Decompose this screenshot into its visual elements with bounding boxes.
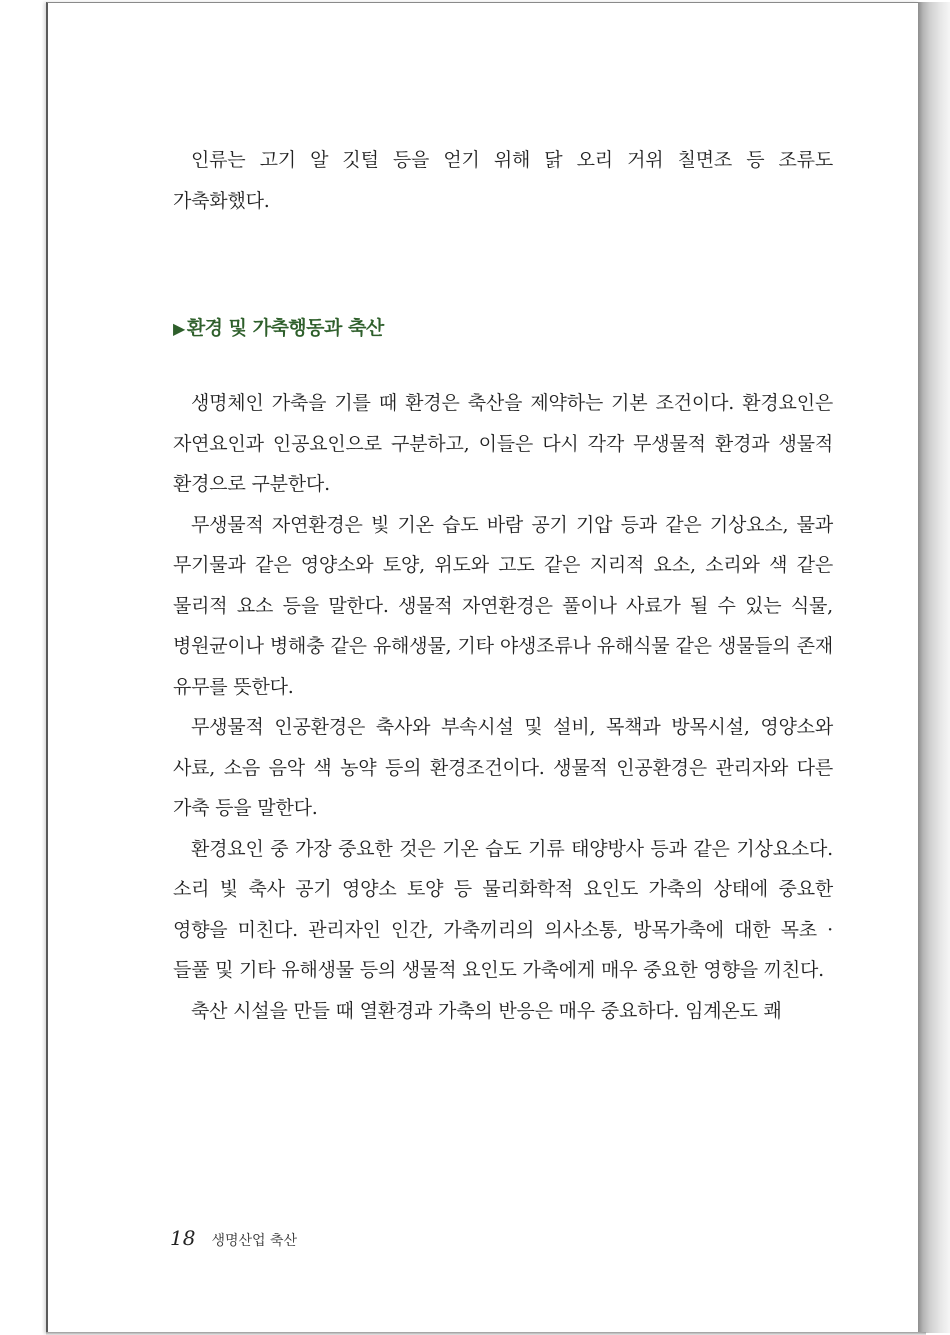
page-edge-shadow bbox=[918, 2, 950, 1333]
paragraph: 무생물적 인공환경은 축사와 부속시설 및 설비, 목책과 방목시설, 영양소와 사료, 소음 음악 색 농약 등의 환경조건이다. 생물적 인공환경은 관리자와 다른 가축 등을 말한다. bbox=[173, 716, 833, 819]
section-heading-text: 환경 및 가축행동과 축산 bbox=[186, 317, 384, 339]
intro-paragraph: 인류는 고기 알 깃털 등을 얻기 위해 닭 오리 거위 칠면조 등 조류도 가축화했다. bbox=[173, 149, 833, 212]
page-footer bbox=[170, 1226, 297, 1250]
paragraph: 환경요인 중 가장 중요한 것은 기온 습도 기류 태양방사 등과 같은 기상요소다. 소리 빛 축사 공기 영양소 토양 등 물리화학적 요인도 가축의 상태에 중요한 영향을 미친다. 관리자인 인간, 가축끼리의 의사소통, 방목가축에 대한 목초 · 들풀 및 기타 유해생물 등의 생물적 요인도 가축에게 매우 중요한 영향을 끼친다. bbox=[173, 837, 833, 981]
book-title: 생명산업 축산 bbox=[211, 1233, 298, 1249]
paragraph: 무생물적 자연환경은 빛 기온 습도 바람 공기 기압 등과 같은 기상요소, 물과 무기물과 같은 영양소와 토양, 위도와 고도 같은 지리적 요소, 소리와 색 같은 물리적 요소 등을 말한다. 생물적 자연환경은 풀이나 사료가 될 수 있는 식물, 병원균이나 병해충 같은 유해생물, 기타 야생조류나 유해식물 같은 생물들의 존재 유무를 뜻한다. bbox=[173, 513, 833, 698]
paragraph: 축산 시설을 만들 때 열환경과 가축의 반응은 매우 중요하다. 임계온도 쾌 bbox=[191, 999, 782, 1022]
section-heading bbox=[173, 313, 384, 340]
body-text bbox=[173, 383, 833, 1031]
paragraph: 생명체인 가축을 기를 때 환경은 축산을 제약하는 기본 조건이다. 환경요인은 자연요인과 인공요인으로 구분하고, 이들은 다시 각각 무생물적 환경과 생물적 환경으로 구분한다. bbox=[173, 392, 833, 495]
triangle-bullet-icon: ▶ bbox=[173, 319, 185, 338]
page-number: 18 bbox=[170, 1226, 196, 1250]
intro-block bbox=[173, 140, 833, 221]
